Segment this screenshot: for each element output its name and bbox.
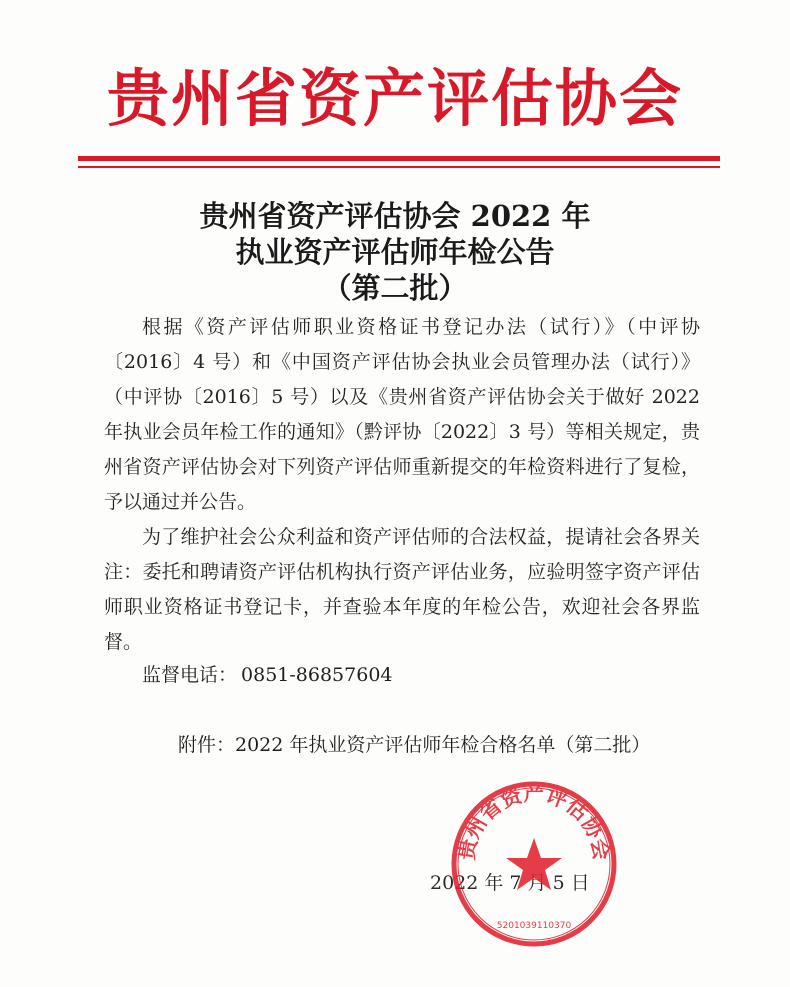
document-body [104, 310, 700, 660]
title-line-3: （第二批） [322, 271, 468, 305]
supervision-phone [142, 658, 393, 693]
attachment-note: 附件：2022 年执业资产评估师年检合格名单（第二批） [178, 734, 651, 756]
letterhead-rule-thick [78, 156, 720, 161]
title-line-2: 执业资产评估师年检公告 [235, 235, 555, 269]
body-paragraph-2: 为了维护社会公众利益和资产评估师的合法权益，提请社会各界关注：委托和聘请资产评估机构执行资产评估业务，应验明签字资产评估师职业资格证书登记卡，并查验本年度的年检公告，欢迎社会各界监督。 [104, 526, 700, 653]
document-title [0, 198, 790, 306]
letterhead-rule-thin [78, 166, 720, 168]
phone-number: 0851-86857604 [241, 664, 393, 686]
official-seal [450, 780, 618, 948]
seal-code: 5201039110370 [496, 921, 572, 931]
red-star-seal-icon [506, 838, 562, 890]
issue-date: 2022 年 7 月 5 日 [430, 872, 590, 894]
letterhead-org-name: 贵州省资产评估协会 [106, 62, 683, 135]
body-paragraph-1: 根据《资产评估师职业资格证书登记办法（试行）》（中评协〔2016〕4 号）和《中国资产评估协会执业会员管理办法（试行）》（中评协〔2016〕5 号）以及《贵州省资产评估协会关于做好 2022 年执业会员年检工作的通知》（黔评协〔2022〕3 号）等相关规定，贵州省资产评估协会对下列资产评估师重新提交的年检资料进行了复检，予以通过并公告。 [104, 316, 700, 513]
title-line-1: 贵州省资产评估协会 2022 年 [199, 199, 591, 233]
seal-org-text: 贵州省资产评估协会 [454, 781, 614, 862]
phone-label: 监督电话： [142, 664, 238, 686]
